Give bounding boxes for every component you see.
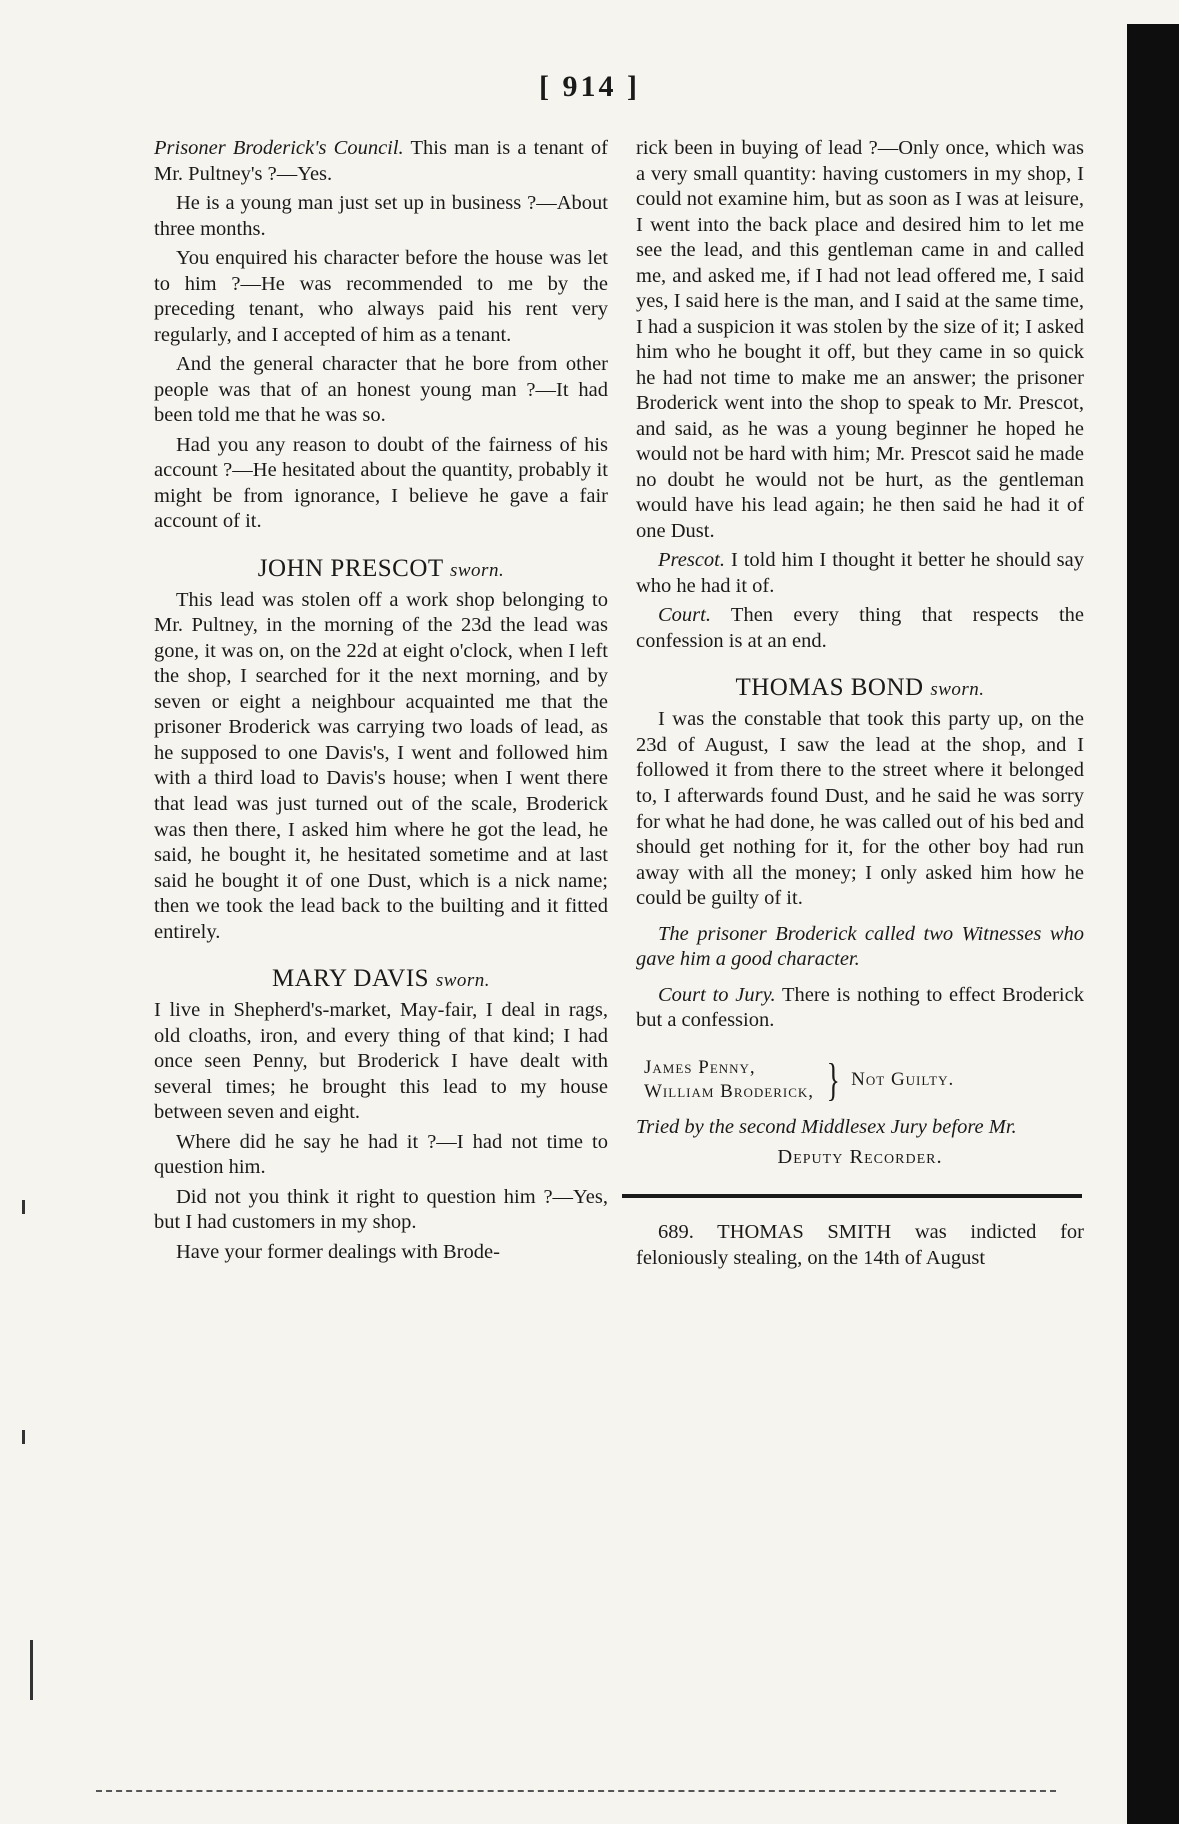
sworn-label: sworn.	[435, 970, 491, 992]
verdict-block	[644, 1056, 1084, 1105]
tried-by-line: Tried by the second Middlesex Jury before Mr.	[636, 1116, 1017, 1138]
speaker-label: Court to Jury.	[658, 983, 776, 1006]
scan-mark	[30, 1640, 33, 1700]
left-column	[154, 136, 608, 1269]
paragraph	[154, 136, 608, 187]
paragraph	[636, 603, 1084, 654]
right-column	[636, 136, 1084, 1275]
testimony: I was the constable that took this party up, on the 23d of August, I saw the lead at the shop, and I followed it from there to the street where it belonged to, I afterwards found Dust, and he said he was sorry for what he had done, he was called out of his bed and should get nothing for it, for the other boy had run away with all the money; I only asked him how he could be guilty of it.	[636, 708, 1084, 910]
witness-heading	[154, 553, 608, 584]
scan-mark	[22, 1430, 25, 1444]
defendant-name: William Broderick,	[644, 1081, 815, 1103]
bottom-edge-rule	[96, 1790, 1056, 1792]
witness-heading	[154, 963, 608, 994]
brace-glyph: }	[826, 1054, 841, 1106]
paragraph: Did not you think it right to question him ?—Yes, but I had customers in my shop.	[154, 1185, 608, 1234]
sworn-label: sworn.	[449, 559, 505, 581]
case-name: THOMAS SMITH	[717, 1221, 892, 1244]
defendant-name: James Penny,	[644, 1056, 756, 1078]
witness-heading	[636, 672, 1084, 703]
scan-mark	[22, 1200, 25, 1214]
recorder-line: Deputy Recorder.	[777, 1145, 943, 1168]
speaker-label: Court.	[658, 604, 711, 627]
case-entry	[636, 1220, 1084, 1271]
sworn-label: sworn.	[930, 679, 985, 701]
paragraph: Have your former dealings with Brode-	[176, 1240, 500, 1263]
witnesses-note: The prisoner Broderick called two Witnesses who gave him a good character.	[636, 922, 1084, 971]
case-text: was indicted for feloniously stealing, on the 14th of August	[636, 1221, 1084, 1269]
paragraph	[636, 983, 1084, 1034]
paragraph-text: Then every thing that respects the confession is at an end.	[636, 604, 1084, 652]
witness-name: MARY DAVIS	[271, 965, 430, 993]
scan-edge-bar	[1127, 24, 1179, 1824]
paragraph-text: There is nothing to effect Broderick but a confession.	[636, 983, 1084, 1032]
speaker-label: Prescot.	[658, 549, 725, 572]
paragraph-text: This man is a tenant of Mr. Pultney's ?—Yes.	[154, 137, 608, 185]
verdict-text: Not Guilty.	[851, 1069, 955, 1091]
witness-name: THOMAS BOND	[735, 674, 924, 702]
case-number: 689.	[658, 1221, 694, 1244]
testimony: I live in Shepherd's-market, May-fair, I deal in rags, old cloaths, iron, and every thing of that kind; I had once seen Penny, but Broderick I have dealt with several times; he brought this lead to my house between seven and eight.	[154, 999, 608, 1124]
paragraph: He is a young man just set up in business ?—About three months.	[154, 192, 608, 240]
page-number: [ 914 ]	[539, 70, 640, 103]
defendant-names	[644, 1056, 814, 1105]
paragraph: You enquired his character before the house was let to him ?—He was recommended to me by the preceding tenant, who always paid his rent very regularly, and I accepted of him as a tenant.	[154, 247, 608, 346]
paragraph	[636, 548, 1084, 599]
section-divider	[622, 1194, 1082, 1198]
witness-name: JOHN PRESCOT	[257, 554, 444, 582]
speaker-label: Prisoner Broderick's Council.	[154, 137, 404, 159]
paragraph: rick been in buying of lead ?—Only once, which was a very small quantity: having customers in my shop, I could not examine him, but as soon as I was at leisure, I went into the back place and desired him to let me see the lead, and this gentleman came in and called me, and asked me, if I had not lead offered me, I said yes, I said here is the man, and I said at the same time, I had a suspicion it was stolen by the size of it; I asked him who he bought it off, but they came in so quick he had not time to make me an answer; the prisoner Broderick went into the shop to speak to Mr. Prescot, and said, as he was a young beginner he hoped he would not be hard with him; Mr. Prescot said he made no doubt he would not be hurt, as the gentleman would have his lead again; he then said he had it of one Dust.	[636, 137, 1084, 542]
paragraph: Had you any reason to doubt of the fairness of his account ?—He hesitated about the quantity, probably it might be from ignorance, I believe he gave a fair account of it.	[154, 433, 608, 533]
testimony: This lead was stolen off a work shop belonging to Mr. Pultney, in the morning of the 23d the lead was gone, it was on, on the 22d at eight o'clock, when I left the shop, I searched for it the next morning, and by seven or eight a neighbour acquainted me that the prisoner Broderick was carrying two loads of lead, as he supposed to one Davis's, I went and followed him with a third load to Davis's house; when I went there that lead was just turned out of the scale, Broderick was then there, I asked him where he got the lead, he said, he bought it, he hesitated sometime and at last said he bought it of one Dust, which is a nick name; then we took the lead back to the builting and it fitted entirely.	[154, 588, 608, 943]
paragraph: And the general character that he bore from other people was that of an honest young man ?—It had been told me that he was so.	[154, 353, 608, 427]
paragraph-text: I told him I thought it better he should say who he had it of.	[636, 549, 1084, 597]
paragraph: Where did he say he had it ?—I had not time to question him.	[154, 1130, 608, 1179]
